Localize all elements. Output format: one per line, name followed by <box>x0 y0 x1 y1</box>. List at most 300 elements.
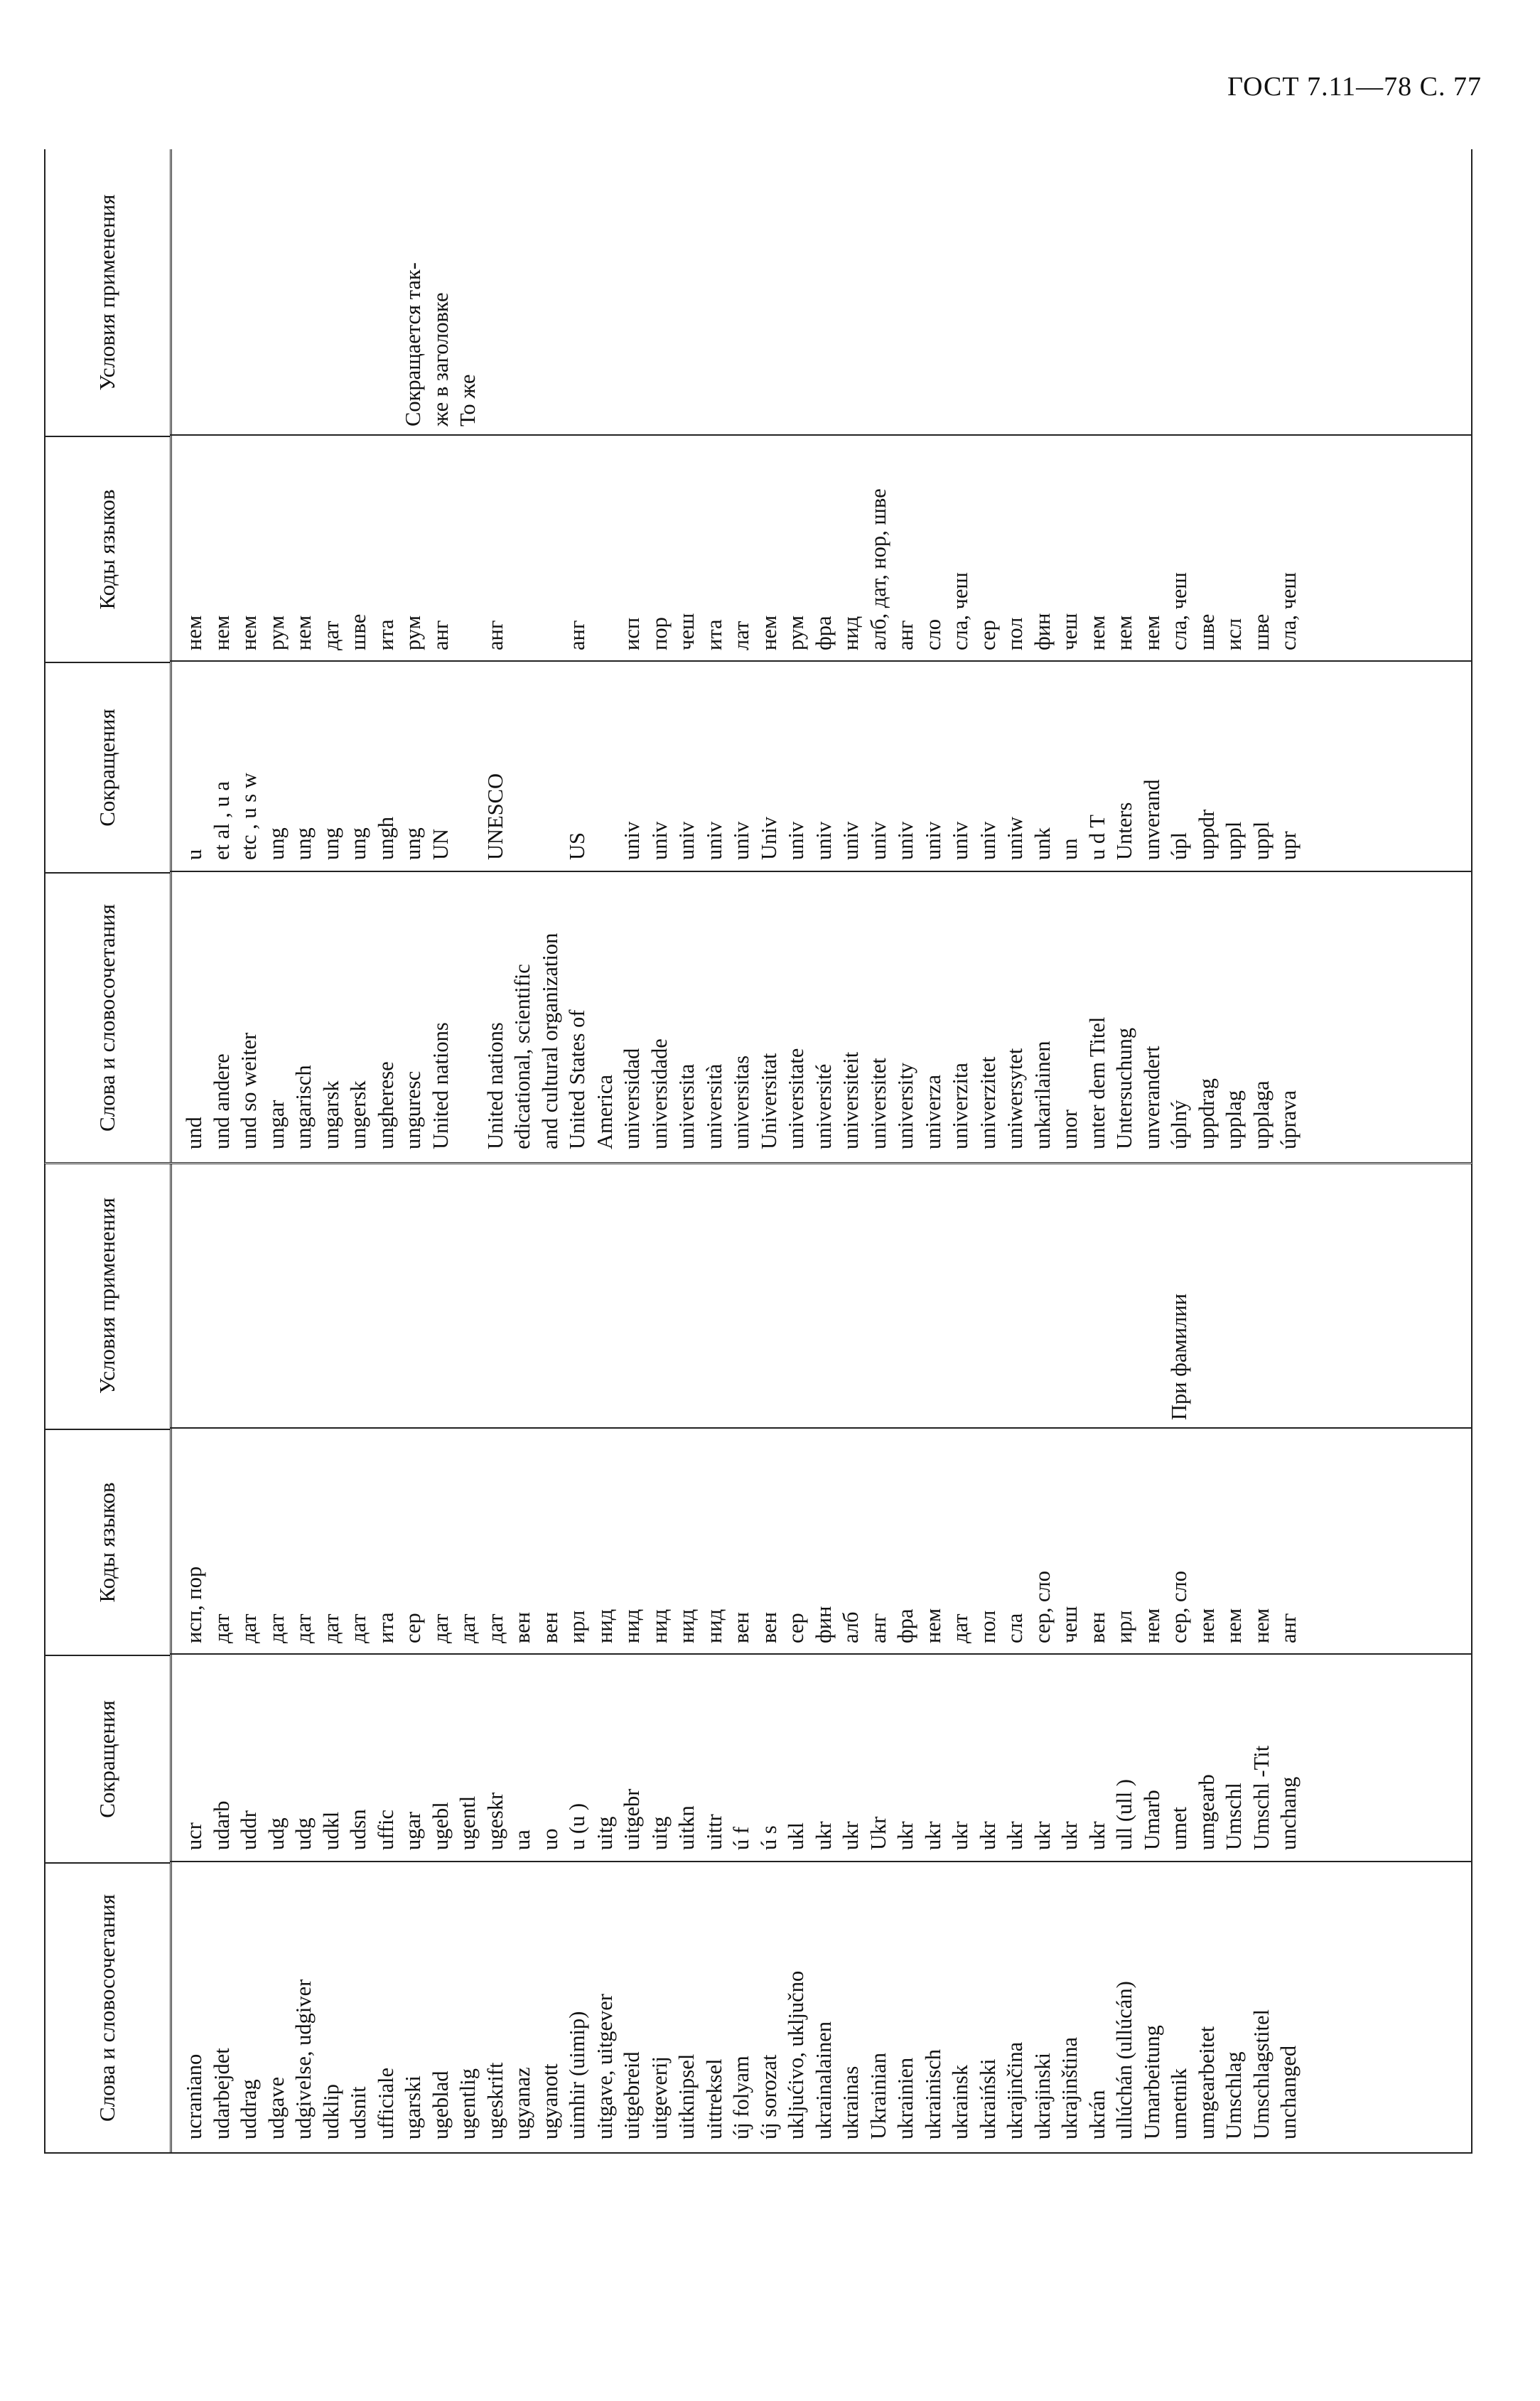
table-row <box>810 1164 838 2152</box>
table-row <box>399 149 427 1162</box>
word-cell: Untersuchung <box>1112 1027 1136 1149</box>
table-row <box>728 1164 755 2152</box>
word-cell: und <box>182 1117 206 1149</box>
table-row <box>345 1164 372 2152</box>
table-row <box>1001 149 1029 1162</box>
word-cell: ugentlig <box>456 2068 480 2139</box>
word-cell: ugyanott <box>537 2063 562 2139</box>
col-header-abbr: Сокращения <box>45 662 170 872</box>
table-row <box>947 1164 974 2152</box>
word-cell: udgave <box>264 2076 289 2139</box>
table-row <box>892 149 920 1162</box>
word-cell: ugarski <box>401 2075 425 2139</box>
word-cell: új sorozat <box>756 2054 781 2139</box>
table-row <box>646 149 674 1162</box>
table-row <box>755 1164 783 2152</box>
abbr-cell: ukl <box>784 1822 808 1850</box>
code-cell: фра <box>893 1608 917 1643</box>
word-cell: udgivelse, udgiver <box>291 1979 316 2139</box>
abbr-cell: ukr <box>1030 1821 1055 1850</box>
table-row <box>1248 1164 1276 2152</box>
code-cell: ирл <box>1112 1610 1136 1643</box>
table-row <box>1193 149 1221 1162</box>
code-cell: дат <box>428 1613 453 1643</box>
table-row <box>1001 1164 1029 2152</box>
code-cell: сер <box>784 1613 808 1643</box>
table-row <box>427 1164 455 2152</box>
abbr-cell: ukr <box>1003 1821 1027 1850</box>
code-cell: вен <box>1084 1611 1109 1643</box>
abbr-cell: ua <box>510 1830 534 1850</box>
table-row <box>618 149 646 1162</box>
abbr-cell: Umarb <box>1139 1790 1164 1850</box>
abbr-cell: unk <box>1030 827 1055 860</box>
cond-cell: Сокращается так- <box>401 262 425 426</box>
word-cell: új folyam <box>729 2056 753 2139</box>
abbr-cell: ucr <box>182 1822 206 1850</box>
word-cell: ungersk <box>346 1080 370 1149</box>
table-row <box>1275 1164 1303 2152</box>
abbr-cell: ung <box>291 827 316 860</box>
code-cell: нем <box>209 615 234 650</box>
table-row <box>482 1164 510 2152</box>
word-cell: ufficiale <box>373 2067 398 2139</box>
code-cell: дат <box>291 1613 316 1643</box>
abbr-cell: ull (ull ) <box>1112 1779 1136 1850</box>
word-cell: United nations <box>483 1022 507 1149</box>
table-row <box>837 149 865 1162</box>
abbr-cell: udg <box>264 1817 289 1850</box>
table-row <box>482 149 510 1162</box>
word-cell: universitate <box>784 1048 808 1149</box>
abbr-cell: etc , u s w <box>237 773 261 860</box>
col-header-codes: Коды языков <box>45 436 170 662</box>
abbr-cell: uittr <box>701 1814 726 1850</box>
abbr-cell: univ <box>811 821 836 860</box>
table-row <box>892 1164 920 2152</box>
table-row <box>646 1164 674 2152</box>
code-cell: анг <box>428 620 453 650</box>
code-cell: дат <box>264 1613 289 1643</box>
header-row-left <box>45 1164 172 2152</box>
code-cell: нем <box>756 615 781 650</box>
table-row <box>1084 149 1111 1162</box>
code-cell: исп, пор <box>182 1566 206 1643</box>
table-row <box>865 149 893 1162</box>
word-cell: ungar <box>264 1100 289 1149</box>
table-row <box>865 1164 893 2152</box>
col-header-words: Слова и словосочетания <box>45 1862 170 2152</box>
abbr-cell: uo <box>537 1828 562 1850</box>
word-cell: università <box>701 1063 726 1149</box>
abbr-cell: Ukr <box>866 1816 890 1850</box>
table-row <box>263 149 291 1162</box>
code-cell: дат <box>456 1613 480 1643</box>
abbr-cell: udarb <box>209 1800 234 1850</box>
table-row <box>673 149 701 1162</box>
word-cell: univerza <box>920 1075 945 1149</box>
abbr-cell: univ <box>729 821 753 860</box>
code-cell: нид <box>701 1608 726 1643</box>
code-cell: нем <box>1084 615 1109 650</box>
table-row <box>1029 149 1057 1162</box>
code-cell: исл <box>1222 618 1246 650</box>
table-row <box>947 149 974 1162</box>
word-cell: univerzita <box>948 1063 972 1149</box>
abbr-cell: uffic <box>373 1809 398 1850</box>
code-cell: рум <box>401 616 425 650</box>
code-cell: нем <box>1249 1608 1274 1643</box>
abbr-cell: umet <box>1167 1807 1191 1850</box>
code-cell: чеш <box>674 613 699 650</box>
code-cell: анг <box>1276 1613 1301 1643</box>
table-row <box>1220 149 1248 1162</box>
code-cell: вен <box>729 1611 753 1643</box>
word-cell: ukrainas <box>839 2066 863 2139</box>
abbr-cell: u d T <box>1084 815 1109 860</box>
table-row <box>235 1164 263 2152</box>
table-row <box>399 1164 427 2152</box>
abbr-cell: ú f <box>729 1826 753 1850</box>
word-cell: America <box>592 1075 617 1149</box>
abbr-cell: univ <box>893 821 917 860</box>
table-row <box>1056 1164 1084 2152</box>
word-cell: uppdrag <box>1194 1078 1219 1149</box>
code-cell: нем <box>182 615 206 650</box>
abbr-cell: UN <box>428 828 453 860</box>
table-row <box>290 1164 318 2152</box>
code-cell: сер, сло <box>1030 1571 1055 1643</box>
table-row <box>537 1164 564 2152</box>
abbr-cell: ukr <box>893 1821 917 1850</box>
table-row <box>181 149 208 1162</box>
abbr-cell: uniw <box>1003 817 1027 860</box>
word-cell: und so weiter <box>237 1032 261 1149</box>
abbr-cell: univ <box>620 821 644 860</box>
word-cell: ugeblad <box>428 2070 453 2139</box>
abbr-cell: uitgebr <box>620 1788 644 1850</box>
code-cell: ита <box>373 1612 398 1643</box>
abbr-cell: uitg <box>647 1816 672 1850</box>
word-cell: United States of <box>565 1009 589 1149</box>
code-cell: сер <box>401 1613 425 1643</box>
table-row <box>372 149 400 1162</box>
code-cell: нем <box>1222 1608 1246 1643</box>
abbr-cell: ugentl <box>456 1795 480 1850</box>
abbr-cell: Univ <box>756 817 781 860</box>
code-cell: нид <box>674 1608 699 1643</box>
code-cell: чеш <box>1057 1606 1082 1643</box>
abbr-cell: uppdr <box>1194 809 1219 860</box>
cond-cell: То же <box>456 374 480 426</box>
code-cell: дат <box>237 1613 261 1643</box>
code-cell: фра <box>811 616 836 650</box>
word-cell: ungarisch <box>291 1065 316 1149</box>
word-cell: unkarilainen <box>1030 1041 1055 1149</box>
word-cell: univerzitet <box>975 1056 1000 1149</box>
abbr-cell: et al , u a <box>209 781 234 860</box>
table-row <box>618 1164 646 2152</box>
table-row <box>1165 149 1193 1162</box>
table-row <box>755 149 783 1162</box>
word-cell: universitas <box>729 1055 753 1149</box>
word-cell: uitgave, uitgever <box>592 1994 617 2139</box>
code-cell: шве <box>1249 613 1274 650</box>
table-row <box>290 149 318 1162</box>
code-cell: сер, сло <box>1167 1571 1191 1643</box>
code-cell: вен <box>537 1611 562 1643</box>
word-cell: ungarsk <box>318 1080 343 1149</box>
table-body-left <box>181 1164 1303 2152</box>
code-cell: сла, чеш <box>948 572 972 650</box>
table-row <box>1220 1164 1248 2152</box>
abbr-cell: univ <box>674 821 699 860</box>
abbr-cell: uppl <box>1222 821 1246 860</box>
word-cell: edicational, scientific <box>510 964 534 1149</box>
table-row <box>1056 149 1084 1162</box>
word-cell: Umschlag <box>1222 2051 1246 2139</box>
code-cell: нем <box>1194 1608 1219 1643</box>
code-cell: алб <box>839 1611 863 1643</box>
word-cell: universidad <box>620 1048 644 1149</box>
code-cell: сла, чеш <box>1167 572 1191 650</box>
abbr-cell: ugeskr <box>483 1792 507 1850</box>
table-row <box>1111 1164 1138 2152</box>
code-cell: дат <box>346 1613 370 1643</box>
header-row-right <box>45 149 172 1162</box>
code-cell: шве <box>1194 613 1219 650</box>
code-cell: дат <box>483 1613 507 1643</box>
code-cell: анг <box>893 620 917 650</box>
word-cell: upplaga <box>1249 1080 1274 1149</box>
code-cell: сер <box>975 620 1000 650</box>
table-row <box>920 149 947 1162</box>
code-cell: нид <box>592 1608 617 1643</box>
table-row <box>837 1164 865 2152</box>
abbr-cell: Unters <box>1112 802 1136 860</box>
table-row <box>564 1164 591 2152</box>
code-cell: нем <box>1139 615 1164 650</box>
word-cell: ukrajinčina <box>1003 2041 1027 2139</box>
code-cell: ита <box>373 619 398 650</box>
abbr-cell: ukr <box>1084 1821 1109 1850</box>
code-cell: пол <box>1003 617 1027 650</box>
code-cell: сла <box>1003 1613 1027 1643</box>
table-row <box>318 1164 345 2152</box>
code-cell: пор <box>647 617 672 650</box>
word-cell: ukraiński <box>975 2058 1000 2139</box>
table-row <box>1111 149 1138 1162</box>
table-row <box>701 1164 728 2152</box>
table-body-right <box>181 149 1303 1162</box>
col-header-codes: Коды языков <box>45 1429 170 1655</box>
abbr-cell: upr <box>1276 831 1301 860</box>
word-cell: universita <box>674 1063 699 1149</box>
word-cell: uitknipsel <box>674 2053 699 2139</box>
code-cell: ирл <box>565 1610 589 1643</box>
word-cell: Universitat <box>756 1053 781 1149</box>
code-cell: пол <box>975 1610 1000 1643</box>
code-cell: вен <box>756 1611 781 1643</box>
abbr-cell: univ <box>948 821 972 860</box>
abbr-cell: ung <box>401 827 425 860</box>
table-row <box>591 1164 619 2152</box>
table-row <box>318 149 345 1162</box>
table-row <box>564 149 591 1162</box>
word-cell: umgearbeitet <box>1194 2026 1219 2139</box>
table-row <box>1084 1164 1111 2152</box>
abbr-cell: unchang <box>1276 1776 1301 1850</box>
word-cell: uitgebreid <box>620 2051 644 2139</box>
abbr-cell: ugebl <box>428 1802 453 1850</box>
col-header-abbr: Сокращения <box>45 1655 170 1862</box>
code-cell: нем <box>1139 1608 1164 1643</box>
page-header: ГОСТ 7.11—78 С. 77 <box>1227 72 1482 102</box>
code-cell: рум <box>264 616 289 650</box>
word-cell: umetnik <box>1167 2068 1191 2139</box>
word-cell: udarbejdet <box>209 2048 234 2139</box>
table-row <box>181 1164 208 2152</box>
col-header-cond: Условия применения <box>95 194 120 391</box>
word-cell: unter dem Titel <box>1084 1016 1109 1149</box>
abbr-cell: US <box>565 832 589 860</box>
word-cell: uitgeverij <box>647 2056 672 2139</box>
table-row <box>509 149 537 1162</box>
table-row <box>974 1164 1002 2152</box>
code-cell: нем <box>291 615 316 650</box>
table-row <box>509 1164 537 2152</box>
cond-cell: При фамилии <box>1167 1293 1191 1420</box>
word-cell: ukrajinski <box>1030 2053 1055 2139</box>
abbr-cell: univ <box>701 821 726 860</box>
abbr-cell: univ <box>920 821 945 860</box>
abbr-cell: ukr <box>839 1821 863 1850</box>
table-row <box>208 1164 236 2152</box>
abbr-cell: uppl <box>1249 821 1274 860</box>
table-row <box>701 149 728 1162</box>
table-row <box>591 149 619 1162</box>
word-cell: university <box>893 1063 917 1149</box>
word-cell: upplag <box>1222 1090 1246 1149</box>
abbr-cell: univ <box>866 821 890 860</box>
word-cell: und andere <box>209 1053 234 1149</box>
code-cell: нид <box>620 1608 644 1643</box>
table-row <box>728 149 755 1162</box>
word-cell: ukljućivo, uključno <box>784 1970 808 2139</box>
word-cell: Ukrainian <box>866 2053 890 2139</box>
abbr-cell: umgearb <box>1194 1774 1219 1850</box>
code-cell: исп <box>620 617 644 650</box>
word-cell: uittreksel <box>701 2058 726 2139</box>
abbr-cell: ukr <box>975 1821 1000 1850</box>
abbr-cell: ukr <box>811 1821 836 1850</box>
word-cell: unor <box>1057 1110 1082 1149</box>
table-row <box>263 1164 291 2152</box>
abbr-cell: UNESCO <box>483 773 507 860</box>
code-cell: ита <box>701 619 726 650</box>
code-cell: нем <box>920 1608 945 1643</box>
abbr-cell: un <box>1057 838 1082 860</box>
code-cell: анг <box>866 1613 890 1643</box>
word-cell: ukrainisch <box>920 2048 945 2139</box>
code-cell: рум <box>784 616 808 650</box>
word-cell: ungherese <box>373 1061 398 1149</box>
word-cell: ugeskrift <box>483 2062 507 2139</box>
cond-cell: же в заголовке <box>428 292 453 426</box>
abbr-cell: ukr <box>1057 1821 1082 1850</box>
code-cell: нид <box>839 616 863 650</box>
code-cell: нид <box>647 1608 672 1643</box>
word-cell: ucraniano <box>182 2053 206 2139</box>
word-cell: uddrag <box>237 2079 261 2139</box>
word-cell: unchanged <box>1276 2045 1301 2139</box>
word-cell: Umarbeitung <box>1139 2025 1164 2139</box>
word-cell: ugyanaz <box>510 2067 534 2139</box>
table-row <box>673 1164 701 2152</box>
code-cell: вен <box>510 1611 534 1643</box>
word-cell: udklip <box>318 2084 343 2139</box>
abbr-cell: ukr <box>948 1821 972 1850</box>
table-right-half <box>44 149 1472 1162</box>
table-row <box>810 149 838 1162</box>
abbr-cell: unverand <box>1139 779 1164 860</box>
word-cell: uniwersytet <box>1003 1048 1027 1149</box>
abbr-cell: u (u ) <box>565 1803 589 1850</box>
col-header-words: Слова и словосочетания <box>45 872 170 1162</box>
table-row <box>454 1164 482 2152</box>
abbr-cell: uitkn <box>674 1805 699 1850</box>
word-cell: ukrán <box>1084 2090 1109 2139</box>
abbr-cell: Umschl <box>1222 1783 1246 1850</box>
code-cell: анг <box>483 620 507 650</box>
table-row <box>782 149 810 1162</box>
word-cell: United nations <box>428 1022 453 1149</box>
word-cell: universiteit <box>839 1051 863 1149</box>
table-row <box>1248 149 1276 1162</box>
code-cell: дат <box>318 621 343 650</box>
table-row <box>1275 149 1303 1162</box>
table-row <box>372 1164 400 2152</box>
code-cell: фин <box>811 1606 836 1643</box>
table-row <box>920 1164 947 2152</box>
word-cell: unguresc <box>401 1070 425 1149</box>
abbr-cell: u <box>182 849 206 860</box>
abbr-cell: univ <box>647 821 672 860</box>
abbr-cell: ungh <box>373 817 398 860</box>
abbr-cell: udsn <box>346 1809 370 1850</box>
table-row <box>208 149 236 1162</box>
abbr-cell: udkl <box>318 1811 343 1850</box>
abbr-cell: úpl <box>1167 832 1191 860</box>
code-cell: сла, чеш <box>1276 572 1301 650</box>
table-row <box>1193 1164 1221 2152</box>
code-cell: нем <box>237 615 261 650</box>
abbr-cell: Umschl -Tit <box>1249 1745 1274 1850</box>
abbr-cell: ugar <box>401 1811 425 1850</box>
col-header-cond: Условия применения <box>95 1197 120 1395</box>
code-cell: фин <box>1030 613 1055 650</box>
table-row <box>974 149 1002 1162</box>
abbr-cell: udg <box>291 1817 316 1850</box>
word-cell: udsnit <box>346 2086 370 2139</box>
code-cell: чеш <box>1057 613 1082 650</box>
word-cell: université <box>811 1063 836 1149</box>
word-cell: universidade <box>647 1038 672 1149</box>
code-cell: дат <box>318 1613 343 1643</box>
table-row <box>1138 1164 1166 2152</box>
code-cell: лат <box>729 621 753 650</box>
abbr-cell: ukr <box>920 1821 945 1850</box>
